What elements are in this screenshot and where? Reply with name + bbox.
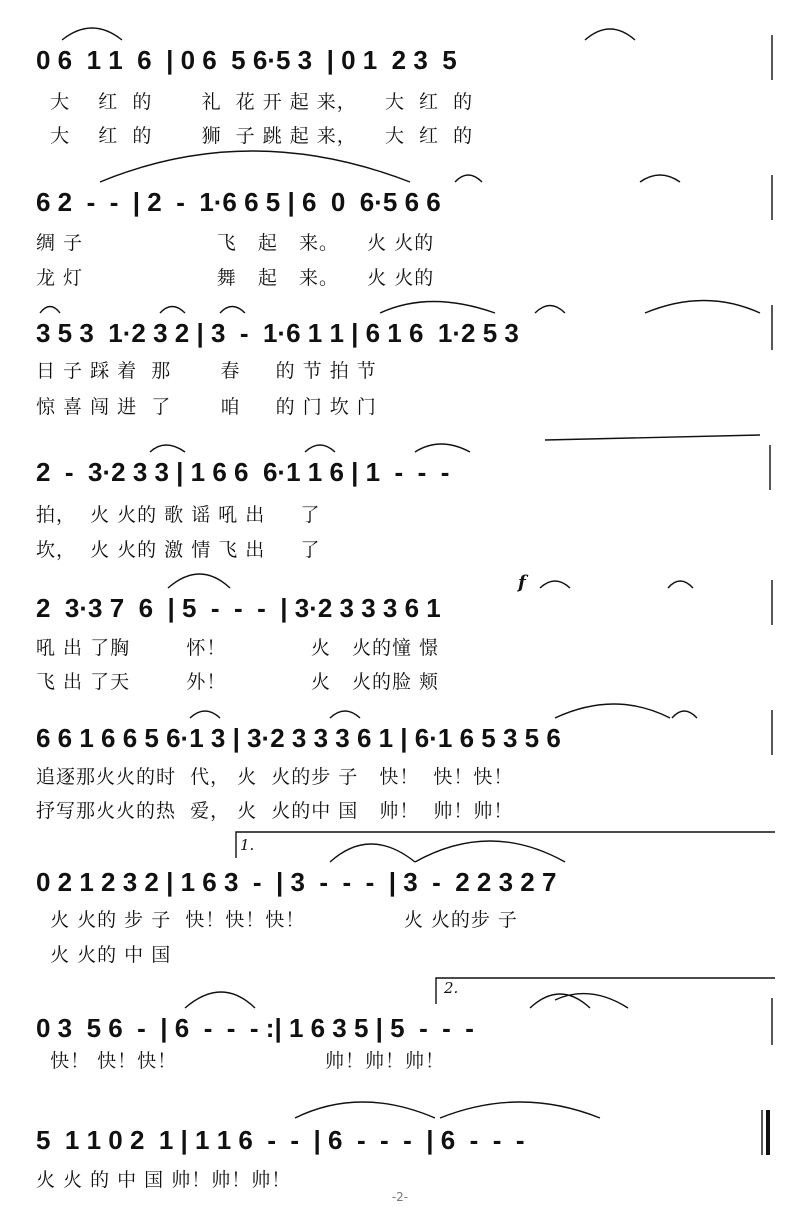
slur: [100, 151, 410, 182]
lyric-line-3b: 惊 喜 闯 进 了 咱 的 门 坎 门: [36, 396, 377, 418]
slur: [440, 1102, 600, 1118]
slur: [555, 994, 628, 1008]
volta-2-label: 2.: [444, 979, 459, 997]
slur: [150, 445, 185, 452]
note-line-3: 3 5 3 1·2 3 2 | 3 - 1·6 1 1 | 6 1 6 1·2 5 3: [36, 318, 519, 348]
page-number: -2-: [391, 1190, 409, 1204]
lyric-line-4a: 拍， 火 火的 歌 谣 吼 出 了: [36, 504, 321, 526]
slur: [62, 28, 122, 40]
slur: [190, 711, 220, 718]
note-line-1: 0 6 1 1 6 | 0 6 5 6·5 3 | 0 1 2 3 5: [36, 45, 457, 75]
volta-1-bracket: [236, 832, 775, 858]
note-line-6: 6 6 1 6 6 5 6·1 3 | 3·2 3 3 3 6 1 | 6·1 6 5 3 5 6: [36, 723, 561, 753]
slur: [640, 175, 680, 182]
slur: [380, 302, 495, 314]
lyric-line-2a: 绸 子 飞 起 来。 火 火的: [36, 232, 435, 254]
slur: [330, 711, 360, 718]
slur: [305, 445, 335, 452]
slur: [645, 301, 760, 314]
slur: [555, 704, 670, 718]
volta-1-label: 1.: [240, 836, 255, 854]
lyric-line-5b: 飞 出 了天 外！ 火 火的脸 颊: [36, 671, 440, 693]
slur: [668, 581, 693, 588]
lyric-line-1b: 大 红 的 狮 子 跳 起 来， 大 红 的: [36, 125, 474, 147]
slur: [295, 1102, 435, 1118]
lyric-line-5a: 吼 出 了胸 怀！ 火 火的憧 憬: [36, 637, 440, 659]
lyric-line-6a: 追逐那火火的时 代， 火 火的步 子 快！ 快！快！: [36, 766, 514, 788]
note-line-4: 2 - 3·2 3 3 | 1 6 6 6·1 1 6 | 1 - - -: [36, 457, 450, 487]
volta-2-bracket: [436, 978, 775, 1004]
note-line-8: 0 3 5 6 - | 6 - - - :| 1 6 3 5 | 5 - - -: [36, 1013, 474, 1043]
note-line-5: 2 3·3 7 6 | 5 - - - | 3·2 3 3 3 6 1: [36, 593, 441, 623]
lyric-line-8a: 快！ 快！快！ 帅！帅！帅！: [36, 1050, 445, 1072]
slur: [540, 581, 570, 588]
lyric-line-9a: 火 火 的 中 国 帅！帅！帅！: [36, 1169, 292, 1191]
lyric-line-7b: 火 火的 中 国: [36, 944, 172, 966]
slur: [415, 841, 565, 862]
slur: [185, 992, 255, 1008]
lyric-line-3a: 日 子 踩 着 那 春 的 节 拍 节: [36, 360, 377, 382]
lyric-line-2b: 龙 灯 舞 起 来。 火 火的: [36, 267, 435, 289]
slur: [535, 306, 565, 314]
dynamic-forte-mark: f: [518, 572, 526, 593]
lyric-line-1a: 大 红 的 礼 花 开 起 来， 大 红 的: [36, 91, 474, 113]
slur: [168, 574, 230, 588]
lyric-line-6b: 抒写那火火的热 爱， 火 火的中 国 帅！ 帅！帅！: [36, 800, 514, 822]
note-line-9: 5 1 1 0 2 1 | 1 1 6 - - | 6 - - - | 6 - - -: [36, 1125, 525, 1155]
lyric-line-7a: 火 火的 步 子 快！快！快！ 火 火的步 子: [36, 909, 518, 931]
note-line-2: 6 2 - - | 2 - 1·6 6 5 | 6 0 6·5 6 6: [36, 187, 441, 217]
slur: [330, 844, 415, 862]
note-line-7: 0 2 1 2 3 2 | 1 6 3 - | 3 - - - | 3 - 2 2 3 2 7: [36, 867, 557, 897]
slur: [530, 994, 590, 1008]
slur: [585, 29, 635, 40]
slur: [415, 444, 470, 452]
lyric-line-4b: 坎， 火 火的 激 情 飞 出 了: [36, 539, 321, 561]
slur: [672, 711, 697, 718]
slur: [455, 175, 482, 182]
slur: [545, 435, 760, 440]
